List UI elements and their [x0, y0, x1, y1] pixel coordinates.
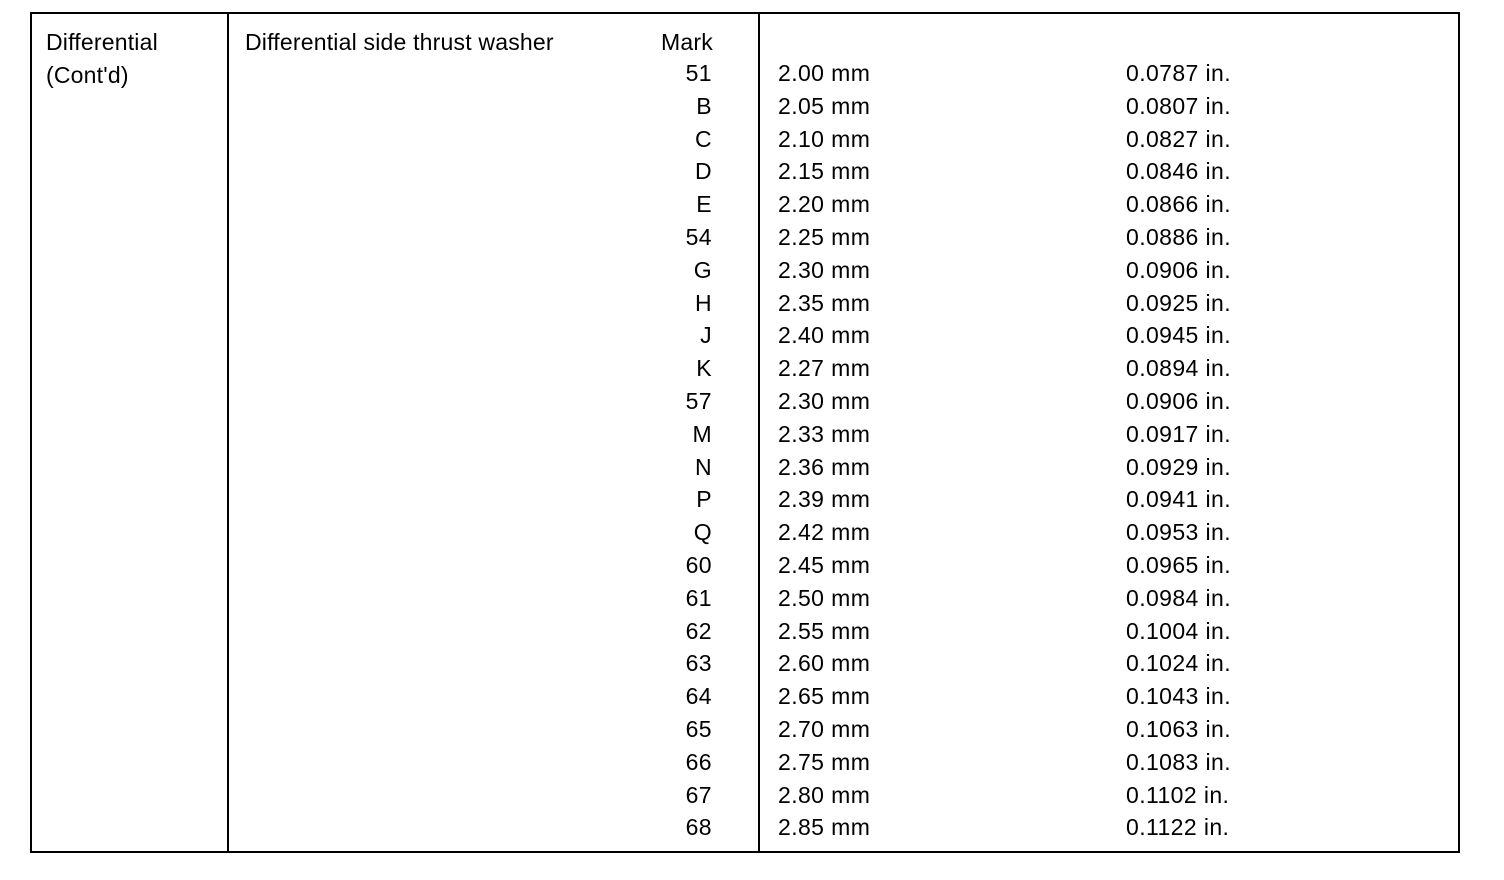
mark-cell: 66 [685, 748, 712, 775]
thickness-mm-cell: 2.15 mm [778, 158, 871, 185]
mark-cell: 64 [685, 683, 712, 710]
thickness-mm-cell: 2.70 mm [778, 715, 871, 742]
thickness-mm-cell: 2.55 mm [778, 617, 871, 644]
mark-cell: 67 [685, 781, 712, 808]
thickness-mm-cell: 2.50 mm [778, 584, 871, 611]
table-row [0, 748, 1504, 781]
thickness-mm-cell: 2.05 mm [778, 92, 871, 119]
table-row [0, 420, 1504, 453]
thickness-inch-cell: 0.0941 in. [1126, 486, 1232, 513]
thickness-inch-cell: 0.1122 in. [1126, 814, 1230, 841]
thickness-inch-cell: 0.0906 in. [1126, 387, 1232, 414]
thickness-inch-cell: 0.1083 in. [1126, 748, 1232, 775]
thickness-mm-cell: 2.85 mm [778, 814, 871, 841]
item-name: Differential side thrust washer [245, 29, 554, 55]
thickness-mm-cell: 2.40 mm [778, 322, 871, 349]
mark-cell: H [694, 289, 712, 316]
thickness-inch-cell: 0.0866 in. [1126, 191, 1232, 218]
mark-cell: M [692, 420, 712, 447]
mark-cell: B [696, 92, 712, 119]
thickness-mm-cell: 2.60 mm [778, 650, 871, 677]
thickness-mm-cell: 2.35 mm [778, 289, 871, 316]
thickness-inch-cell: 0.0965 in. [1126, 551, 1232, 578]
mark-cell: G [693, 256, 712, 283]
mark-cell: 63 [685, 650, 712, 677]
mark-cell: 60 [685, 551, 712, 578]
thickness-mm-cell: 2.36 mm [778, 453, 871, 480]
section-subtitle: (Cont'd) [46, 62, 129, 88]
mark-cell: 65 [685, 715, 712, 742]
thickness-inch-cell: 0.0827 in. [1126, 125, 1232, 152]
mark-column-header: Mark [661, 29, 713, 55]
thickness-mm-cell: 2.33 mm [778, 420, 871, 447]
table-row [0, 354, 1504, 387]
table-row [0, 781, 1504, 814]
mark-cell: 51 [685, 60, 712, 86]
table-row [0, 485, 1504, 518]
table-row [0, 256, 1504, 289]
table-row [0, 92, 1504, 125]
thickness-mm-cell: 2.39 mm [778, 486, 871, 513]
mark-cell: P [696, 486, 712, 513]
mark-cell: 68 [685, 814, 712, 841]
thickness-inch-cell: 0.0906 in. [1126, 256, 1232, 283]
mark-cell: E [696, 191, 712, 218]
mark-cell: N [694, 453, 712, 480]
mark-cell: 62 [685, 617, 712, 644]
thickness-mm-cell: 2.30 mm [778, 256, 871, 283]
thickness-inch-cell: 0.0917 in. [1126, 420, 1232, 447]
table-row [0, 387, 1504, 420]
table-row [0, 551, 1504, 584]
thickness-mm-cell: 2.80 mm [778, 781, 871, 808]
table-row [0, 59, 1504, 92]
thickness-mm-cell: 2.00 mm [778, 60, 871, 86]
mark-cell: 54 [685, 223, 712, 250]
table-row [0, 125, 1504, 158]
thickness-inch-cell: 0.1102 in. [1126, 781, 1230, 808]
thickness-inch-cell: 0.0886 in. [1126, 223, 1232, 250]
mark-cell: K [696, 355, 712, 382]
mark-cell: 61 [685, 584, 712, 611]
thickness-inch-cell: 0.0929 in. [1126, 453, 1232, 480]
table-row [0, 190, 1504, 223]
thickness-mm-cell: 2.30 mm [778, 387, 871, 414]
washer-size-list [0, 59, 1504, 846]
thickness-inch-cell: 0.0807 in. [1126, 92, 1232, 119]
thickness-mm-cell: 2.27 mm [778, 355, 871, 382]
thickness-inch-cell: 0.1004 in. [1126, 617, 1232, 644]
thickness-inch-cell: 0.1063 in. [1126, 715, 1232, 742]
thickness-mm-cell: 2.20 mm [778, 191, 871, 218]
mark-cell: C [694, 125, 712, 152]
mark-cell: 57 [685, 387, 712, 414]
thickness-mm-cell: 2.75 mm [778, 748, 871, 775]
section-title: Differential [46, 29, 158, 55]
thickness-inch-cell: 0.0953 in. [1126, 519, 1232, 546]
thickness-inch-cell: 0.0925 in. [1126, 289, 1232, 316]
table-row [0, 682, 1504, 715]
mark-cell: J [700, 322, 712, 349]
thickness-inch-cell: 0.0846 in. [1126, 158, 1232, 185]
table-row [0, 157, 1504, 190]
thickness-mm-cell: 2.65 mm [778, 683, 871, 710]
table-row [0, 453, 1504, 486]
mark-cell: D [694, 158, 712, 185]
thickness-inch-cell: 0.1043 in. [1126, 683, 1232, 710]
table-row [0, 584, 1504, 617]
table-row [0, 289, 1504, 322]
table-row [0, 715, 1504, 748]
table-row [0, 617, 1504, 650]
mark-cell: Q [693, 519, 712, 546]
thickness-inch-cell: 0.0894 in. [1126, 355, 1232, 382]
thickness-mm-cell: 2.25 mm [778, 223, 871, 250]
table-row [0, 223, 1504, 256]
thickness-mm-cell: 2.10 mm [778, 125, 871, 152]
thickness-mm-cell: 2.42 mm [778, 519, 871, 546]
thickness-inch-cell: 0.0787 in. [1126, 60, 1232, 86]
thickness-inch-cell: 0.1024 in. [1126, 650, 1232, 677]
table-row [0, 649, 1504, 682]
thickness-inch-cell: 0.0984 in. [1126, 584, 1232, 611]
table-row [0, 813, 1504, 846]
table-row [0, 321, 1504, 354]
table-row [0, 518, 1504, 551]
thickness-mm-cell: 2.45 mm [778, 551, 871, 578]
thickness-inch-cell: 0.0945 in. [1126, 322, 1232, 349]
